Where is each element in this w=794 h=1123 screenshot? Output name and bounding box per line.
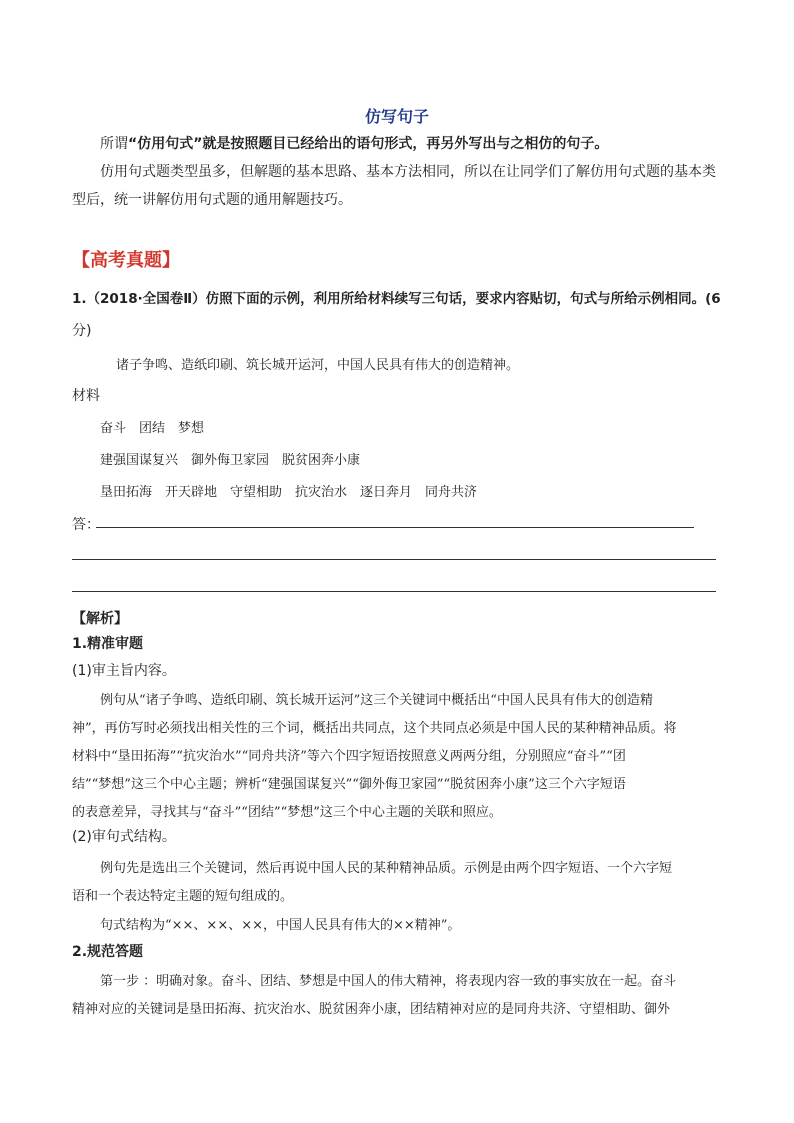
para1-line-3: 材料中“垦田拓海”“抗灾治水”“同舟共济”等六个四字短语按照意义两两分组，分别照应“奋斗”“团 xyxy=(72,749,626,764)
answer-label: 答： xyxy=(72,517,100,533)
material-line-2: 建强国谋复兴 御外侮卫家园 脱贫困奔小康 xyxy=(100,453,361,468)
para1-line-4: 结”“梦想”这三个中心主题；辨析“建强国谋复兴”“御外侮卫家园”“脱贫困奔小康”这三个六字短语 xyxy=(72,777,626,792)
step1-title: 1.精准审题 xyxy=(72,636,144,652)
material-label: 材料 xyxy=(72,388,100,404)
example-sentence: 诸子争鸣、造纸印刷、筑长城开运河，中国人民具有伟大的创造精神。 xyxy=(116,358,520,373)
answer-line-3[interactable] xyxy=(72,591,716,592)
para2-line-1: 例句先是选出三个关键词，然后再说中国人民的某种精神品质。示例是由两个四字短语、一个六字短 xyxy=(100,861,673,876)
para4-line-2: 精神对应的关键词是垦田拓海、抗灾治水、脱贫困奔小康，团结精神对应的是同舟共济、守望相助、御外 xyxy=(72,1002,671,1017)
para1-line-5: 的表意差异，寻找其与“奋斗”“团结”“梦想”这三个中心主题的关联和照应。 xyxy=(72,805,502,820)
intro-line-1 xyxy=(100,131,608,157)
intro-line-3: 型后，统一讲解仿用句式题的通用解题技巧。 xyxy=(72,192,352,208)
analysis-heading: 【解析】 xyxy=(72,611,128,627)
step2-title: 2.规范答题 xyxy=(72,944,144,960)
section-heading: 【高考真题】 xyxy=(72,250,180,271)
material-line-3: 垦田拓海 开天辟地 守望相助 抗灾治水 逐日奔月 同舟共济 xyxy=(100,485,478,500)
para4-line-1: 第一步 ：明确对象。奋斗、团结、梦想是中国人的伟大精神，将表现内容一致的事实放在一起。奋斗 xyxy=(100,974,677,989)
answer-line-2[interactable] xyxy=(72,559,716,560)
intro-definition: “仿用句式”就是按照题目已经给出的语句形式，再另外写出与之相仿的句子。 xyxy=(128,136,609,152)
answer-line-1[interactable] xyxy=(96,527,694,528)
sub-heading-1: (1)审主旨内容。 xyxy=(72,663,176,679)
question-line-2: 分) xyxy=(72,323,92,339)
sub-heading-2: (2)审句式结构。 xyxy=(72,829,176,845)
intro-lead: 所谓 xyxy=(100,136,128,152)
para2-line-2: 语和一个表达特定主题的短句组成的。 xyxy=(72,889,294,904)
question-line-1: 1.（2018·全国卷Ⅱ）仿照下面的示例，利用所给材料续写三句话，要求内容贴切，句式与所给示例相同。(6 xyxy=(72,291,721,307)
para3: 句式结构为“××、××、××，中国人民具有伟大的××精神”。 xyxy=(100,918,461,933)
intro-line-2: 仿用句式题类型虽多，但解题的基本思路、基本方法相同，所以在让同学们了解仿用句式题的基本类 xyxy=(100,164,716,180)
para1-line-2: 神”，再仿写时必须找出相关性的三个词，概括出共同点，这个共同点必须是中国人民的某种精神品质。将 xyxy=(72,721,677,736)
para1-line-1: 例句从“诸子争鸣、造纸印刷、筑长城开运河”这三个关键词中概括出“中国人民具有伟大的创造精 xyxy=(100,693,653,708)
page-title: 仿写句子 xyxy=(364,107,429,126)
material-line-1: 奋斗 团结 梦想 xyxy=(100,421,205,436)
